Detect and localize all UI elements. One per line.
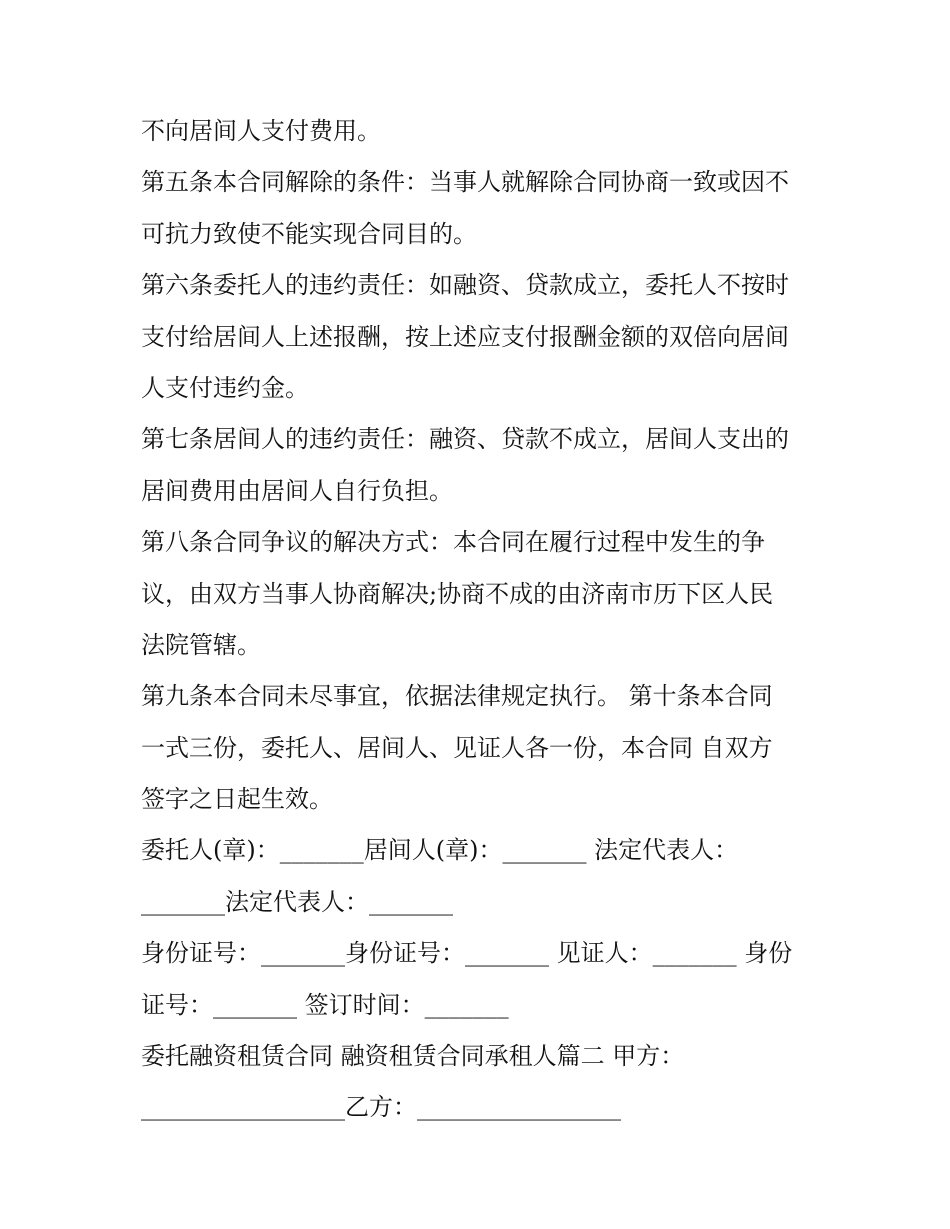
text-line: 签字之日起生效。	[141, 785, 333, 814]
text-line: 第九条本合同未尽事宜，依据法律规定执行。 第十条本合同	[141, 682, 773, 711]
text-line: 居间费用由居间人自行负担。	[141, 476, 453, 505]
text-line: 委托融资租赁合同 融资租赁合同承租人篇二 甲方：	[141, 1042, 685, 1071]
text-line: 法院管辖。	[141, 630, 261, 659]
text-line: 第八条合同争议的解决方式：本合同在履行过程中发生的争	[141, 528, 765, 557]
text-line: 议，由双方当事人协商解决;协商不成的由济南市历下区人民	[141, 579, 774, 608]
text-line: 第七条居间人的违约责任：融资、贷款不成立，居间人支出的	[141, 425, 789, 454]
text-line: 身份证号：_______身份证号：_______ 见证人：_______ 身份	[141, 939, 793, 968]
text-line: 一式三份，委托人、居间人、见证人各一份，本合同 自双方	[141, 733, 773, 762]
text-line: 可抗力致使不能实现合同目的。	[141, 219, 477, 248]
text-line: _________________乙方：_________________	[141, 1093, 621, 1122]
text-line: 人支付违约金。	[141, 373, 309, 402]
text-line: 第六条委托人的违约责任：如融资、贷款成立，委托人不按时	[141, 271, 789, 300]
text-line: 不向居间人支付费用。	[141, 117, 381, 145]
text-line: 证号：_______ 签订时间：_______	[141, 990, 509, 1019]
text-line: 委托人(章)：_______居间人(章)：_______ 法定代表人：	[141, 836, 739, 865]
text-line: _______法定代表人：_______	[141, 887, 453, 916]
text-line: 支付给居间人上述报酬，按上述应支付报酬金额的双倍向居间	[141, 322, 789, 351]
text-line: 第五条本合同解除的条件：当事人就解除合同协商一致或因不	[141, 168, 789, 197]
document-body	[141, 106, 821, 1134]
